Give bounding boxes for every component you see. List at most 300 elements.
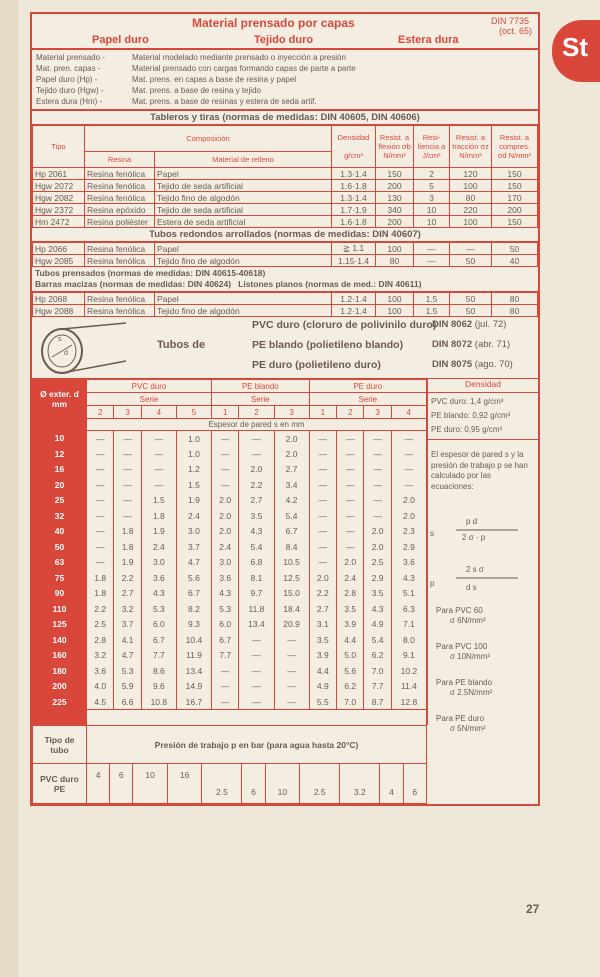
table-cell: — [391,446,426,462]
svg-text:s: s [58,336,62,343]
table-cell: 6.7 [176,586,211,602]
table-cell: — [87,524,114,540]
presion-table [32,725,427,804]
table-cell: — [391,431,426,447]
col-resiliencia: Resi-liencia a J/cm² [414,126,450,168]
table-row [33,539,427,555]
table-cell: Resina fenólica [85,255,155,267]
table-cell: 2.2 [309,586,336,602]
serie-number: 3 [114,406,141,419]
col-relleno: Material de relleno [155,152,332,168]
definition-item: Tejido duro (Hgw) - Mat. prens. a base de resina y tejido [36,86,261,95]
serie-number: 4 [141,406,176,419]
table-cell: — [309,508,336,524]
tubos-prensados-table [32,292,538,317]
table-cell: 9.3 [176,617,211,633]
table-cell: 2.0 [391,508,426,524]
table-cell: — [274,694,309,710]
table-cell: 80 [492,305,538,317]
table-cell: 11.9 [176,648,211,664]
table-cell: — [87,477,114,493]
table-cell: 6.7 [274,524,309,540]
table-cell: 2.7 [309,601,336,617]
table-cell: 8.7 [364,694,391,710]
definition-item: Estera dura (Hm) - Mat. prens. a base de resinas y estera de seda artif. [36,97,317,106]
table-row [33,216,538,228]
table-cell: 4.3 [212,586,239,602]
tubo-peb-name: PE blando (polietileno blando) [252,339,404,351]
presion-pe: 2.5 [300,764,340,804]
table-cell: — [337,508,364,524]
table-cell: 4.3 [391,570,426,586]
table-cell: Resina fenólica [85,192,155,204]
svg-text:d: d [64,350,68,357]
svg-text:2 σ · p: 2 σ · p [462,533,486,542]
table-cell: 150 [492,168,538,180]
table-cell: 1.5 [414,305,450,317]
table-cell: 5.4 [274,508,309,524]
table-cell: — [87,508,114,524]
table-cell: 2.8 [87,632,114,648]
table-cell: 5.6 [337,663,364,679]
table-cell: 3.5 [309,632,336,648]
densidad-title: Densidad [428,379,538,393]
table-cell: — [141,462,176,478]
table-cell: 2.4 [141,539,176,555]
table-cell: — [114,508,141,524]
table-cell: 80 [376,255,414,267]
table-cell: 2.5 [364,555,391,571]
table-cell: 3.9 [309,648,336,664]
document-page [30,12,540,806]
table-cell: 4.2 [274,493,309,509]
table-cell: — [212,679,239,695]
table-cell: — [239,679,274,695]
table-cell: 3 [414,192,450,204]
table-cell: 4.4 [337,632,364,648]
serie-number: 1 [212,406,239,419]
presion-pvc: 10 [133,764,167,804]
presion-pe: 4 [380,764,403,804]
table-cell: — [309,462,336,478]
serie-number: 5 [176,406,211,419]
table-row [33,462,427,478]
table-cell: 130 [376,192,414,204]
table-cell: 2.0 [364,524,391,540]
table-row [33,508,427,524]
table-cell: 10 [414,216,450,228]
table-cell: 6.0 [212,617,239,633]
table-cell: 8.1 [239,570,274,586]
table-cell: 5.9 [114,679,141,695]
col-pvc: PVC duro [87,380,212,393]
svg-text:2 s σ: 2 s σ [466,565,484,574]
table-cell: 8.4 [274,539,309,555]
diameter-cell: 50 [33,539,87,555]
table-cell: — [337,477,364,493]
materials-table [32,125,538,228]
table-cell: — [87,431,114,447]
serie-number: 3 [364,406,391,419]
table-cell: 1.2 [176,462,211,478]
table-cell: 80 [450,192,492,204]
table-cell: 5.5 [309,694,336,710]
table-cell: 100 [450,180,492,192]
table-cell: 1.8 [87,570,114,586]
table-cell: 13.4 [239,617,274,633]
table-cell: 3.4 [274,477,309,493]
table-cell: 12.8 [391,694,426,710]
table-cell: 10 [414,204,450,216]
table-cell: 2.5 [87,617,114,633]
table-cell: 2.8 [337,586,364,602]
table-cell: 5.4 [364,632,391,648]
tubo-ped-din: DIN 8075 (ago. 70) [432,359,513,370]
table-row [33,694,427,710]
table-cell: 3.6 [391,555,426,571]
table-cell: — [337,431,364,447]
table-cell: 1.9 [176,493,211,509]
diameter-cell: 25 [33,493,87,509]
table-cell: 150 [376,168,414,180]
table-cell: 100 [376,293,414,305]
page-number: 27 [526,902,540,916]
table-cell: — [212,663,239,679]
table-row [33,648,427,664]
para-item: Para PE duro σ 5N/mm² [436,714,486,733]
diameter-cell: 110 [33,601,87,617]
table-cell: 3.2 [114,601,141,617]
col-ped: PE duro [309,380,426,393]
table-cell: — [212,446,239,462]
header [32,14,538,50]
table-row [33,555,427,571]
diameter-cell: 10 [33,431,87,447]
table-cell: 1.8 [114,524,141,540]
table-cell: — [337,493,364,509]
diameter-cell: 140 [33,632,87,648]
table-cell: 3.6 [87,663,114,679]
table-cell: — [364,493,391,509]
din-ref: DIN 7735 (oct. 65) [490,16,532,36]
table-cell: 8.6 [141,663,176,679]
diameter-cell: 160 [33,648,87,664]
table-cell: 3.2 [87,648,114,664]
table-cell: 13.4 [176,663,211,679]
table-cell: 2.0 [274,446,309,462]
presion-pvc: 6 [110,764,133,804]
table-cell: — [364,462,391,478]
tubo-pvc-name: PVC duro (cloruro de polivinilo duro) [252,319,437,331]
table-cell: 1.8 [114,539,141,555]
table-cell: 4.3 [239,524,274,540]
table-cell: 220 [450,204,492,216]
diameter-cell: 12 [33,446,87,462]
table-cell: — [337,446,364,462]
table-row [33,663,427,679]
diameter-cell: 16 [33,462,87,478]
table-cell: 4.3 [141,586,176,602]
table-cell: 2.9 [391,539,426,555]
table-cell: 200 [492,204,538,216]
presion-label: Presión de trabajo p en bar (para agua hasta 20°C) [87,726,427,764]
col-traccion: Resist. a tracción σz N/mm² [450,126,492,168]
tubos-arrollados-table [32,242,538,267]
serie-number: 1 [309,406,336,419]
table-cell: 1.2·1.4 [332,305,376,317]
table-cell: 7.0 [364,663,391,679]
tubos-prensados-title: Tubos prensados (normas de medidas: DIN 40615-40618) Barras macizas (normas de medidas: DIN 40624) Listones planos (normas de med.: DIN 40611) [32,267,538,292]
svg-text:s: s [430,529,434,538]
table-cell: 2.4 [212,539,239,555]
presion-pe: 3.2 [340,764,380,804]
table-cell: 80 [492,293,538,305]
table-cell: 6.6 [114,694,141,710]
table-cell: 4.3 [364,601,391,617]
diameter-cell: 125 [33,617,87,633]
table-cell: Resina fenólica [85,168,155,180]
table-row [33,617,427,633]
table-cell: 2.9 [364,570,391,586]
serie-ped: Serie [309,393,426,406]
table-cell: Hp 2068 [33,293,85,305]
table-cell: 11.4 [391,679,426,695]
table-cell: 40 [492,255,538,267]
table-cell: 1.5 [176,477,211,493]
table-cell: Hgw 2085 [33,255,85,267]
table-cell: 6.0 [141,617,176,633]
table-row [33,679,427,695]
definitions [32,50,538,111]
table-cell: 2.4 [176,508,211,524]
table-cell: 9.7 [239,586,274,602]
table-row [33,446,427,462]
tubes-section [32,379,538,733]
table-row [33,293,538,305]
table-cell: 200 [376,180,414,192]
table-cell: 1.6·1.8 [332,180,376,192]
table-cell: 1.8 [141,508,176,524]
table-cell: — [114,446,141,462]
svg-text:p: p [430,579,435,588]
table-cell: 50 [492,243,538,255]
table-cell: 7.7 [141,648,176,664]
table-cell: 3.0 [176,524,211,540]
table-cell: 5.3 [212,601,239,617]
tubos-header [32,317,538,379]
diameter-cell: 225 [33,694,87,710]
tipo-labels: PVC duro PE [33,764,87,804]
diameter-cell: 63 [33,555,87,571]
table-cell: Hgw 2372 [33,204,85,216]
table-cell: — [274,632,309,648]
table-cell: — [141,446,176,462]
table-cell: 5.6 [176,570,211,586]
table-cell: 50 [450,255,492,267]
densidad-values: PVC duro: 1,4 g/cm³ PE blando: 0,92 g/cm³ PE duro: 0,95 g/cm³ [428,393,538,440]
table-cell: 170 [492,192,538,204]
table-cell: 200 [376,216,414,228]
table-cell: — [87,493,114,509]
table-cell: 3.9 [337,617,364,633]
presion-pvc: 4 [87,764,110,804]
table-cell: — [114,431,141,447]
table-cell: — [337,524,364,540]
table-cell: Papel [155,243,332,255]
table-cell: 9.6 [141,679,176,695]
table-cell: — [114,493,141,509]
table-cell: — [391,462,426,478]
presion-pe: 6 [403,764,426,804]
serie-number: 2 [239,406,274,419]
table-cell: Resina fenólica [85,243,155,255]
table-cell: 1.5 [414,293,450,305]
table-cell: 1.0 [176,431,211,447]
table-cell: — [87,539,114,555]
table-cell: 2.0 [391,493,426,509]
publisher-logo: St [552,20,600,82]
table-cell: 100 [376,243,414,255]
col-composicion: Composición [85,126,332,152]
serie-number: 2 [87,406,114,419]
diameter-cell: 90 [33,586,87,602]
table-cell: 50 [450,305,492,317]
table-cell: 6.8 [239,555,274,571]
table-cell: — [309,524,336,540]
table-cell: 6.2 [364,648,391,664]
table-cell: Estera de seda artificial [155,216,332,228]
serie-number: 3 [274,406,309,419]
table-cell: 2.2 [87,601,114,617]
presion-pe: 6 [242,764,265,804]
presion-pe: 2.5 [202,764,242,804]
tableros-title: Tableros y tiras (normas de medidas: DIN 40605, DIN 40606) [32,111,538,125]
table-cell: — [309,446,336,462]
table-cell: 6.2 [337,679,364,695]
table-cell: Resina poliéster [85,216,155,228]
table-cell: — [87,446,114,462]
table-cell: 3.5 [364,586,391,602]
table-cell: 5.0 [337,648,364,664]
table-cell: — [239,663,274,679]
definition-item: Material prensado - Material modelado mediante prensado o inyección a presión [36,53,346,62]
col-diametro: Ø exter. d mm [33,380,87,419]
table-cell: 5 [414,180,450,192]
table-cell: Tejido fino de algodón [155,305,332,317]
table-row [33,180,538,192]
table-cell: 10.2 [391,663,426,679]
table-cell: — [239,648,274,664]
table-cell: 10.4 [176,632,211,648]
table-cell: — [114,477,141,493]
table-cell: 120 [450,168,492,180]
table-cell: 2.0 [337,555,364,571]
table-cell: Hgw 2088 [33,305,85,317]
ecuaciones-nota: El espesor de pared s y la presión de trabajo p se han calculado por las ecuaciones: [431,450,528,491]
table-cell: 2.2 [114,570,141,586]
table-cell: 3.5 [337,601,364,617]
table-cell: 50 [450,293,492,305]
table-cell: 7.7 [212,648,239,664]
table-row [33,586,427,602]
table-cell: 8.0 [391,632,426,648]
table-cell: — [114,462,141,478]
table-row [33,601,427,617]
table-cell: — [212,694,239,710]
table-cell: 2.0 [212,524,239,540]
svg-text:d s: d s [466,583,477,592]
table-cell: 1.15·1.4 [332,255,376,267]
tubo-ped-name: PE duro (polietileno duro) [252,359,381,371]
diameter-cell: 75 [33,570,87,586]
table-cell: 340 [376,204,414,216]
table-cell: 16.7 [176,694,211,710]
table-cell: 4.9 [364,617,391,633]
tubes-table [32,379,427,725]
table-row [33,192,538,204]
table-cell: 1.8 [87,586,114,602]
table-cell: 5.3 [141,601,176,617]
table-cell: Tejido de seda artificial [155,204,332,216]
table-cell: ≧ 1.1 [332,243,376,255]
table-cell: — [391,477,426,493]
table-cell: — [274,679,309,695]
table-cell: Hgw 2072 [33,180,85,192]
definition-item: Mat. pren. capas - Material prensado con cargas formando capas de parte a parte [36,64,356,73]
presion-pe: 10 [265,764,299,804]
definition-item: Papel duro (Hp) - Mat. prens. en capas a base de resina y papel [36,75,297,84]
table-cell: 6.7 [212,632,239,648]
table-cell: 7.7 [364,679,391,695]
table-cell: 6.3 [391,601,426,617]
table-cell: 4.7 [114,648,141,664]
table-cell: Tejido de seda artificial [155,180,332,192]
table-cell: — [364,431,391,447]
diameter-cell: 20 [33,477,87,493]
table-row [33,477,427,493]
side-panel [427,379,538,733]
table-cell: 9.1 [391,648,426,664]
table-row [33,168,538,180]
table-cell: — [239,446,274,462]
table-cell: 1.9 [141,524,176,540]
table-cell: Tejido fino de algodón [155,255,332,267]
table-cell: Hgw 2082 [33,192,85,204]
table-cell: 15.0 [274,586,309,602]
para-item: Para PVC 60 σ 6N/mm² [436,606,486,625]
col-compresion: Resist. a compres. σd N/mm² [492,126,538,168]
table-cell: — [309,555,336,571]
table-cell: — [364,508,391,524]
table-cell: — [309,431,336,447]
tubo-pvc-din: DIN 8062 (jul. 72) [432,319,507,330]
diameter-cell: 200 [33,679,87,695]
table-cell: 3.7 [176,539,211,555]
presion-pvc: 16 [167,764,201,804]
table-cell: Papel [155,168,332,180]
table-cell: 3.0 [141,555,176,571]
table-cell: — [364,446,391,462]
subtitle-papel: Papel duro [92,34,149,46]
table-cell: 2.2 [239,477,274,493]
table-cell: 8.2 [176,601,211,617]
ecuaciones-formula [428,506,538,606]
tubos-arrollados-title: Tubos redondos arrollados (normas de medidas: DIN 40607) [32,228,538,242]
table-cell: — [309,539,336,555]
table-cell: — [450,243,492,255]
table-row [33,493,427,509]
table-cell: 18.4 [274,601,309,617]
